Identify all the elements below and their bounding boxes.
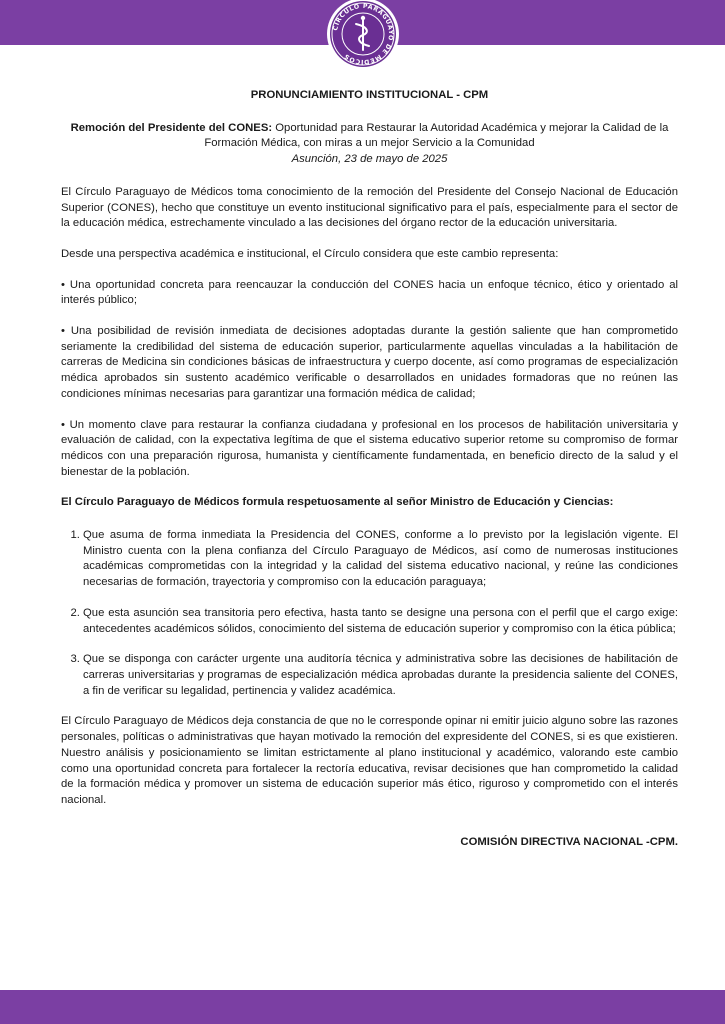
bullet-item: • Una oportunidad concreta para reencauzar la conducción del CONES hacia un enfoque técnico, ético y orientado al interés público; bbox=[61, 278, 678, 307]
document-heading: PRONUNCIAMIENTO INSTITUCIONAL - CPM bbox=[250, 89, 489, 101]
request-list bbox=[61, 528, 678, 699]
request-item: 1. Que asuma de forma inmediata la Presidencia del CONES, conforme a lo previsto por la legislación vigente. El Ministro cuenta con la plena confianza del Círculo Paraguayo de Médicos, así como de numerosas instituciones académicas comprometidas con la integridad y la calidad del sistema educativo nacional, y reúne las condiciones necesarias de formación, trayectoria y compromiso con la educación paraguaya; bbox=[83, 528, 678, 591]
signature: COMISIÓN DIRECTIVA NACIONAL -CPM. bbox=[460, 835, 678, 848]
cpm-logo bbox=[317, 0, 409, 72]
subtitle-rest: Oportunidad para Restaurar la Autoridad Académica y mejorar la Calidad de la Formación Médica, con miras a un mejor Servicio a la Comunidad bbox=[204, 121, 669, 150]
request-item: 2. Que esta asunción sea transitoria pero efectiva, hasta tanto se designe una persona con el perfil que el cargo exige: antecedentes académicos sólidos, conocimiento del sistema de educación superior y compromiso con la ética pública; bbox=[83, 606, 678, 637]
document-body bbox=[61, 88, 678, 850]
request-item: 3. Que se disponga con carácter urgente una auditoría técnica y administrativa sobre las decisiones de habilitación de carreras universitarias y programas de especialización médica aprobadas durante la presidencia saliente del CONES, a fin de verificar su legalidad, pertinencia y validez académica. bbox=[83, 652, 678, 699]
intro-paragraph: El Círculo Paraguayo de Médicos toma conocimiento de la remoción del Presidente del Consejo Nacional de Educación Superior (CONES), hecho que constituye un evento institucional significativo para el país, especialmente para el sector de la educación médica, estrechamente vinculado a las decisiones del órgano rector de la educación universitaria. bbox=[61, 185, 678, 230]
document-date: Asunción, 23 de mayo de 2025 bbox=[291, 153, 448, 166]
bullet-item: • Un momento clave para restaurar la confianza ciudadana y profesional en los procesos de habilitación universitaria y evaluación de calidad, con la expectativa legítima de que el sistema educativo superior retome su compromiso de formar médicos con una preparación rigurosa, humanista y científicamente fundamentada, en beneficio directo de la salud y el bienestar de la población. bbox=[61, 418, 678, 478]
footer-band bbox=[0, 990, 725, 1024]
closing-paragraph: El Círculo Paraguayo de Médicos deja constancia de que no le corresponde opinar ni emitir juicio alguno sobre las razones personales, políticas o administrativas que hayan motivado la remoción del expresidente del CONES, si es que existieren. Nuestro análisis y posicionamiento se limitan estrictamente al plano institucional y académico, valorando este cambio como una oportunidad concreta para fortalecer la rectoría educativa, revisar decisiones que han comprometido la calidad de la formación médica y promover un sistema de educación superior más ético, riguroso y comprometido con el interés nacional. bbox=[61, 715, 678, 806]
subtitle-bold: Remoción del Presidente del CONES: bbox=[70, 121, 273, 134]
document-subtitle bbox=[61, 121, 678, 152]
bullet-item: • Una posibilidad de revisión inmediata de decisiones adoptadas durante la gestión saliente que han comprometido seriamente la credibilidad del sistema de educación superior, particularmente aquellas vinculadas a la habilitación de carreras de Medicina sin condiciones básicas de infraestructura y cuerpo docente, así como programas de especialización médica aprobados sin sustento académico verificable o desarrollados en unidades formadoras que no reúnen las condiciones mínimas necesarias para garantizar una formación médica de calidad; bbox=[61, 325, 678, 400]
perspective-paragraph: Desde una perspectiva académica e institucional, el Círculo considera que este cambio representa: bbox=[61, 247, 559, 260]
request-intro: El Círculo Paraguayo de Médicos formula respetuosamente al señor Ministro de Educación y Ciencias: bbox=[61, 496, 614, 509]
logo-ring-text: CIRCULO PARAGUAYO DE MEDICOS bbox=[332, 2, 395, 66]
